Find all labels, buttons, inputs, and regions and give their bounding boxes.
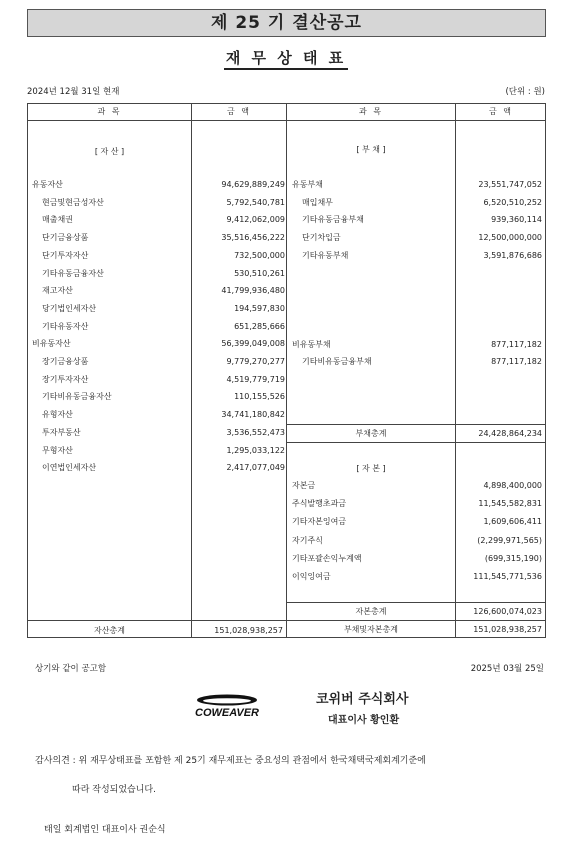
equity-section-header: [ 자 본 ]: [356, 464, 386, 473]
liab-equity-total-label: 부채및자본총계: [343, 625, 399, 634]
audit-opinion-line2: 따라 작성되었습니다.: [72, 785, 156, 795]
row-label: 이연법인세자산: [42, 463, 97, 473]
divider: [287, 442, 545, 443]
header-account-right: 과 목: [359, 107, 383, 116]
notice-text: 상기와 같이 공고함: [35, 664, 107, 674]
row-label: 비유동부채: [292, 340, 331, 349]
row-amount: 3,591,876,686: [483, 250, 542, 260]
coweaver-logo: [176, 690, 278, 720]
row-label: 기타유동부채: [302, 250, 349, 260]
row-amount: 877,117,182: [491, 340, 542, 349]
row-label: 자본금: [292, 481, 316, 490]
row-amount: 877,117,182: [491, 357, 542, 366]
row-amount: 6,520,510,252: [483, 197, 542, 207]
row-label: 단기차입금: [302, 233, 341, 243]
assets-total-label: 자산총계: [94, 626, 125, 635]
row-amount: 111,545,771,536: [473, 572, 542, 581]
row-label: 기타유동금융부채: [302, 215, 364, 225]
equity-total-label: 자본총계: [355, 607, 387, 616]
row-label: 당기법인세자산: [42, 303, 97, 313]
header-amount-right: 금 액: [489, 107, 513, 116]
header-amount-left: 금 액: [227, 107, 251, 116]
liab-equity-total-amount: 151,028,938,257: [473, 625, 542, 634]
row-label: 기타포괄손익누계액: [292, 553, 362, 563]
row-amount: (699,315,190): [484, 553, 542, 563]
row-amount: 23,551,747,052: [478, 180, 542, 189]
statement-title: [0, 47, 572, 68]
row-label: 유형자산: [42, 410, 73, 420]
row-label: 주식발행초과금: [292, 499, 347, 509]
row-label: 현금및현금성자산: [42, 197, 104, 207]
row-amount: 110,155,526: [234, 392, 285, 402]
row-amount: 5,792,540,781: [226, 197, 285, 207]
row-label: 매출채권: [42, 215, 73, 225]
row-label: 이익잉여금: [292, 572, 331, 581]
row-amount: 11,545,582,831: [478, 499, 542, 509]
notice-date: 2025년 03월 25일: [470, 664, 544, 674]
company-name: 코위버 주식회사: [316, 692, 409, 707]
assets-total-amount: 151,028,938,257: [214, 626, 283, 635]
row-amount: 4,898,400,000: [483, 481, 542, 490]
row-amount: 732,500,000: [234, 250, 285, 260]
divider: [28, 120, 545, 121]
auditor-name: 태일 회계법인 대표이사 권순식: [44, 825, 166, 835]
row-label: 기타비유동금융자산: [42, 392, 112, 402]
row-amount: 12,500,000,000: [478, 233, 542, 243]
row-amount: 3,536,552,473: [226, 427, 285, 437]
row-label: 유동부채: [292, 180, 323, 189]
row-label: 단기투자자산: [42, 250, 89, 260]
divider: [455, 104, 456, 637]
audit-opinion-line1: 감사의견 : 위 재무상태표를 포함한 제 25기 재무제표는 중요성의 관점에서 한국채택국제회계기준에: [35, 756, 426, 766]
row-label: 장기투자자산: [42, 374, 89, 384]
row-label: 기타자본잉여금: [292, 517, 347, 527]
row-amount: 1,609,606,411: [483, 517, 542, 527]
row-amount: 9,779,270,277: [226, 357, 285, 366]
row-amount: (2,299,971,565): [477, 535, 542, 545]
row-label: 장기금융상품: [42, 357, 89, 366]
liabilities-section-header: [ 부 채 ]: [356, 145, 386, 154]
currency-unit: (단위 : 원): [505, 87, 545, 97]
divider: [287, 424, 545, 425]
divider: [287, 602, 545, 603]
assets-section-header: [ 자 산 ]: [94, 147, 125, 156]
row-label: 기타유동자산: [42, 321, 89, 331]
statement-title-text: 재 무 상 태 표: [224, 49, 348, 70]
row-label: 유동자산: [32, 180, 63, 189]
logo-wordmark: COWEAVER: [195, 707, 259, 719]
row-amount: 35,516,456,222: [221, 233, 285, 243]
report-date: 2024년 12월 31일 현재: [27, 87, 120, 97]
row-label: 재고자산: [42, 286, 73, 296]
row-amount: 4,519,779,719: [226, 374, 285, 384]
row-amount: 939,360,114: [491, 215, 542, 225]
row-amount: 1,295,033,122: [226, 445, 285, 455]
liabilities-total-label: 부채총계: [355, 429, 387, 438]
header-account-left: 과 목: [97, 107, 122, 116]
row-label: 투자부동산: [42, 427, 81, 437]
row-amount: 194,597,830: [234, 303, 285, 313]
row-amount: 41,799,936,480: [221, 286, 285, 296]
row-amount: 530,510,261: [234, 268, 285, 278]
equity-total-amount: 126,600,074,023: [473, 607, 542, 616]
row-label: 자기주식: [292, 535, 323, 545]
divider: [286, 104, 287, 637]
row-label: 무형자산: [42, 445, 73, 455]
row-amount: 2,417,077,049: [226, 463, 285, 473]
row-label: 기타비유동금융부채: [302, 357, 372, 366]
row-amount: 34,741,180,842: [221, 410, 285, 420]
row-label: 기타유동금융자산: [42, 268, 104, 278]
row-label: 단기금융상품: [42, 233, 89, 243]
balance-sheet-table: [27, 103, 546, 638]
row-amount: 9,412,062,009: [226, 215, 285, 225]
row-amount: 56,399,049,008: [221, 339, 285, 349]
row-label: 비유동자산: [32, 339, 71, 349]
divider: [28, 620, 545, 621]
liabilities-total-amount: 24,428,864,234: [478, 429, 542, 438]
row-label: 매입채무: [302, 197, 333, 207]
row-amount: 94,629,889,249: [221, 180, 285, 189]
page-title: 제 25 기 결산공고: [27, 9, 546, 37]
row-amount: 651,285,666: [234, 321, 285, 331]
ceo-name: 대표이사 황인환: [328, 715, 400, 726]
